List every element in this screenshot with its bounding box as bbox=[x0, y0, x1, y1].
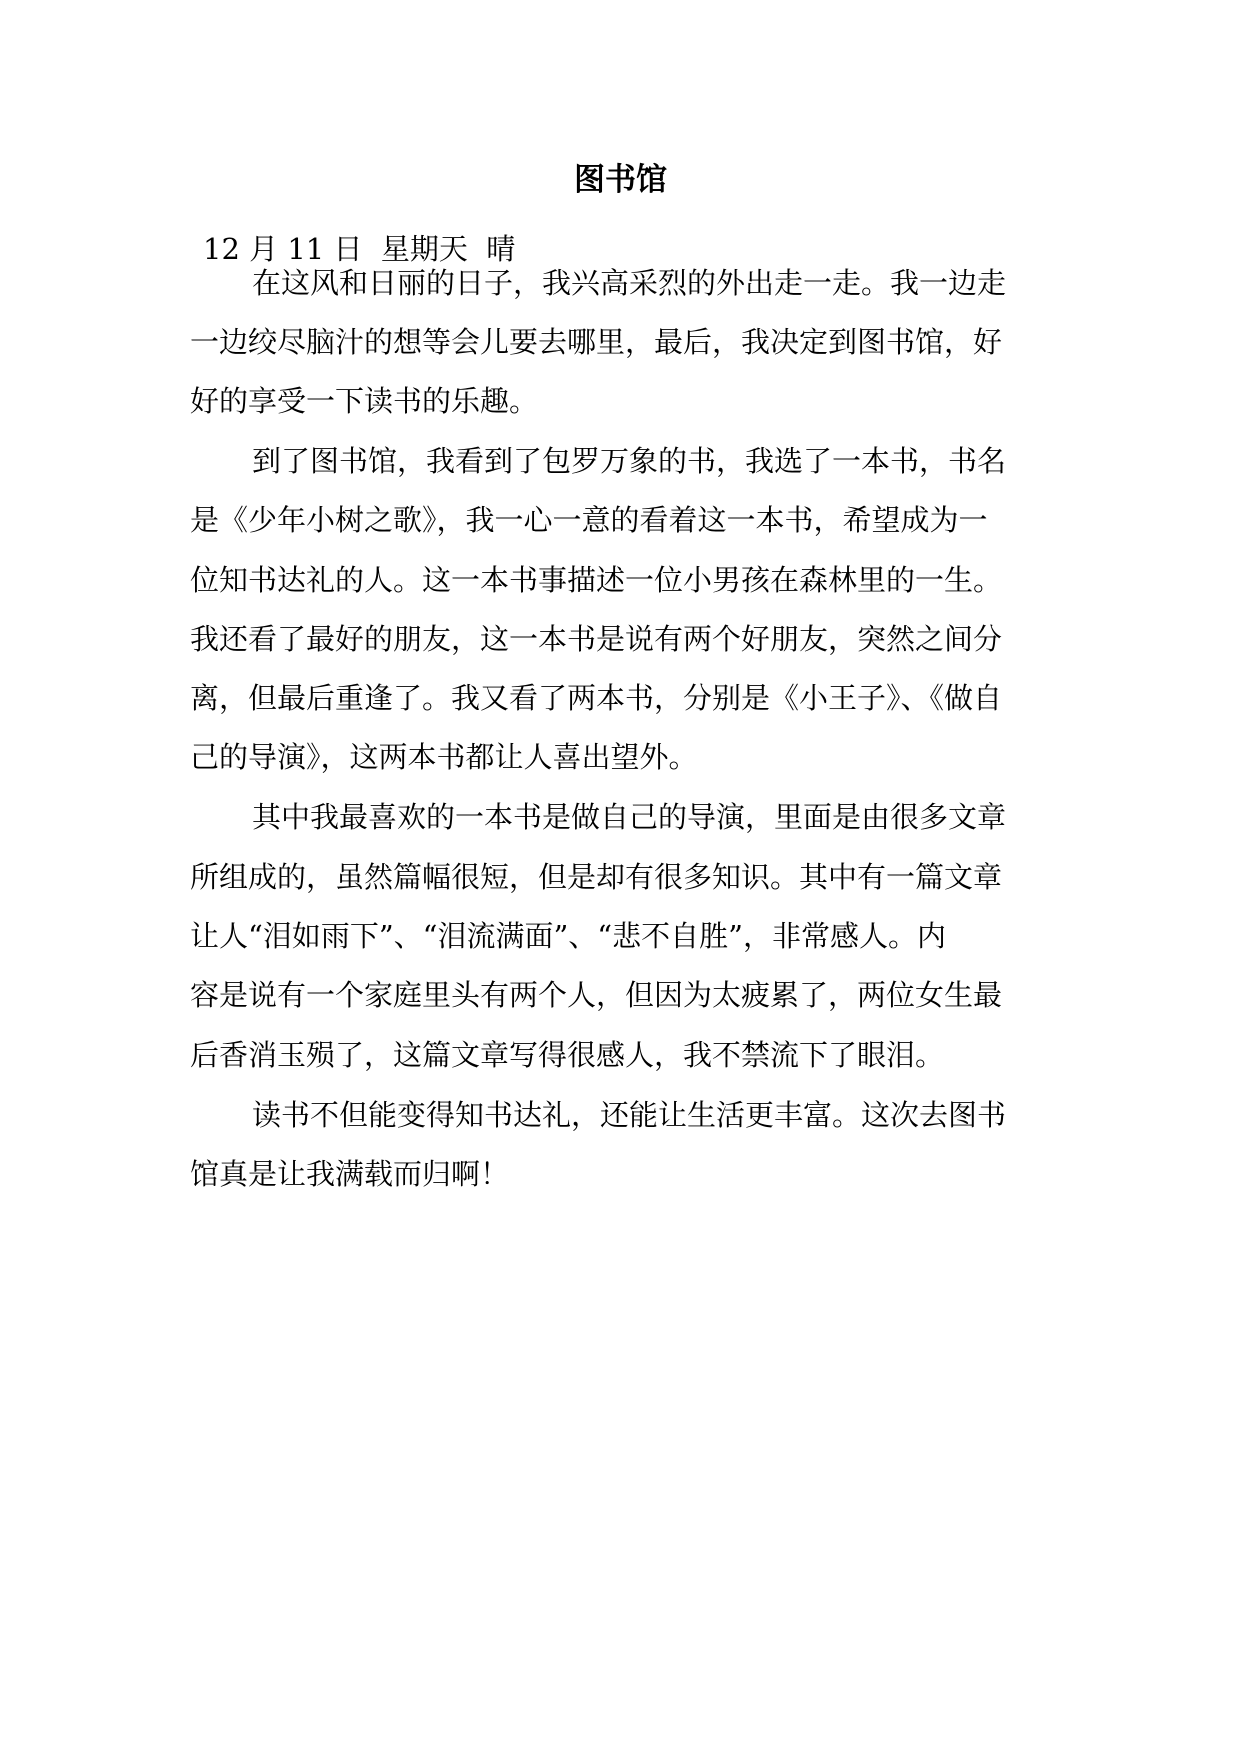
text-line: 到了图书馆，我看到了包罗万象的书，我选了一本书，书名 bbox=[252, 444, 1007, 478]
text-line: 在这风和日丽的日子，我兴高采烈的外出走一走。我一边走 bbox=[252, 266, 1007, 300]
text-line: 一边绞尽脑汁的想等会儿要去哪里，最后，我决定到图书馆，好 bbox=[190, 325, 1003, 359]
text-line: 位知书达礼的人。这一本书事描述一位小男孩在森林里的一生。 bbox=[190, 563, 1003, 597]
text-line: 馆真是让我满载而归啊！ bbox=[190, 1157, 510, 1191]
text-line: 是《少年小树之歌》，我一心一意的看着这一本书，希望成为一 bbox=[190, 503, 988, 537]
text-line: 让人“泪如雨下”、“泪流满面”、“悲不自胜”，非常感人。内 bbox=[190, 919, 946, 953]
text-line: 读书不但能变得知书达礼，还能让生活更丰富。这次去图书 bbox=[252, 1098, 1007, 1132]
text-line: 其中我最喜欢的一本书是做自己的导演，里面是由很多文章 bbox=[252, 800, 1007, 834]
dateline: 12 月 11 日 星期天 晴 bbox=[203, 232, 516, 266]
text-line: 我还看了最好的朋友，这一本书是说有两个好朋友，突然之间分 bbox=[190, 622, 1003, 656]
text-line: 所组成的，虽然篇幅很短，但是却有很多知识。其中有一篇文章 bbox=[190, 860, 1003, 894]
text-line: 容是说有一个家庭里头有两个人，但因为太疲累了，两位女生最 bbox=[190, 978, 1003, 1012]
document-title: 图书馆 bbox=[574, 162, 667, 198]
text-line: 离，但最后重逢了。我又看了两本书，分别是《小王子》、《做自 bbox=[190, 681, 1003, 715]
text-line: 好的享受一下读书的乐趣。 bbox=[190, 384, 539, 418]
text-line: 己的导演》，这两本书都让人喜出望外。 bbox=[190, 740, 698, 774]
text-line: 后香消玉殒了，这篇文章写得很感人，我不禁流下了眼泪。 bbox=[190, 1038, 945, 1072]
